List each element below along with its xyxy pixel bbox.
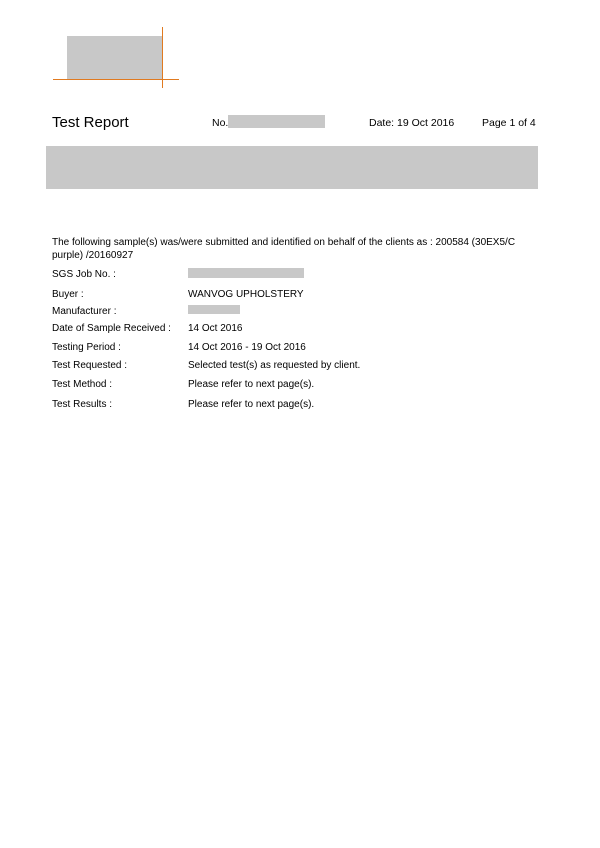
intro-paragraph: The following sample(s) was/were submitted and identified on behalf of the clients as : 200584 (30EX5/C purple) /20160927 [52, 237, 516, 261]
report-date: Date: 19 Oct 2016 [369, 117, 455, 129]
test-results-label: Test Results : [52, 399, 113, 410]
test-requested-value: Selected test(s) as requested by client. [188, 360, 361, 371]
report-number-label: No. [212, 117, 229, 129]
buyer-value: WANVOG UPHOLSTERY [188, 289, 304, 300]
testing-period-label: Testing Period : [52, 342, 121, 353]
report-title: Test Report [52, 114, 129, 131]
page-indicator: Page 1 of 4 [482, 117, 536, 129]
received-label: Date of Sample Received : [52, 323, 171, 334]
test-method-label: Test Method : [52, 379, 113, 390]
job-no-redacted [188, 268, 304, 278]
received-value: 14 Oct 2016 [188, 323, 243, 334]
testing-period-value: 14 Oct 2016 - 19 Oct 2016 [188, 342, 306, 353]
test-results-value: Please refer to next page(s). [188, 399, 315, 410]
header-banner-redacted [46, 146, 538, 189]
buyer-label: Buyer : [52, 289, 84, 300]
logo-redacted [67, 36, 163, 80]
job-no-label: SGS Job No. : [52, 269, 116, 280]
logo-horizontal-rule [53, 79, 179, 80]
test-requested-label: Test Requested : [52, 360, 128, 371]
manufacturer-redacted [188, 305, 240, 314]
report-number-redacted [228, 115, 325, 128]
manufacturer-label: Manufacturer : [52, 306, 117, 317]
test-method-value: Please refer to next page(s). [188, 379, 315, 390]
